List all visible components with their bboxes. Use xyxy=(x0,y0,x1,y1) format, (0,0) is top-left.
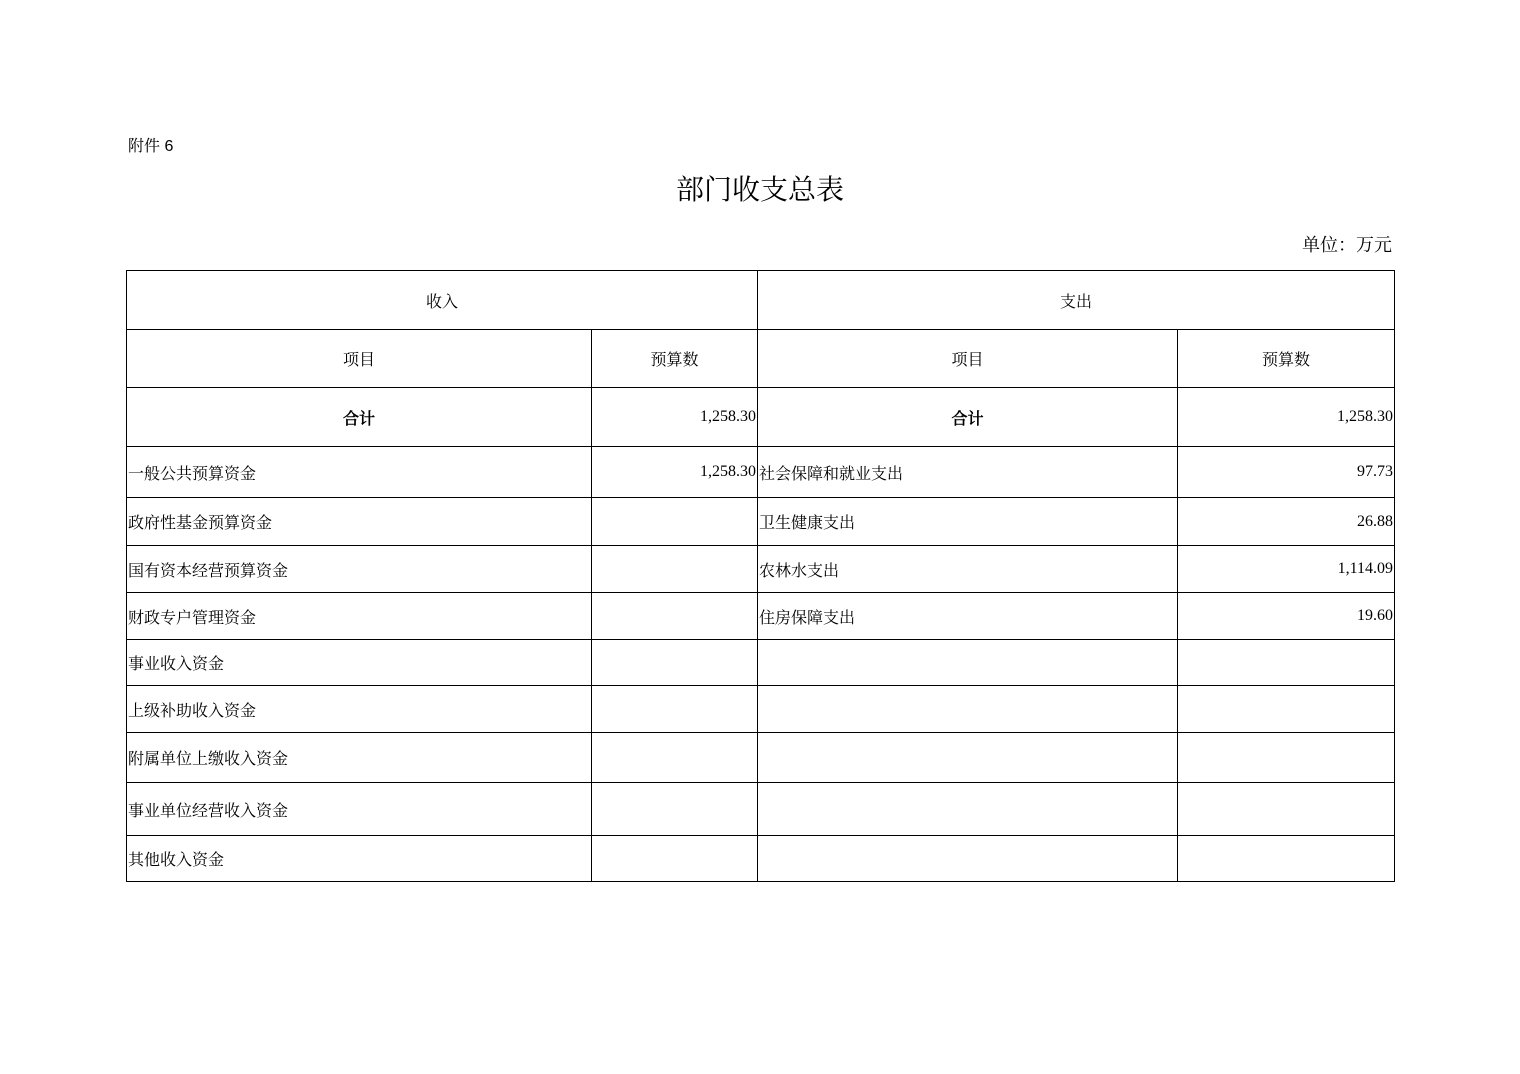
income-item: 政府性基金预算资金 xyxy=(127,498,592,546)
income-value xyxy=(592,783,758,836)
expense-value xyxy=(1178,733,1395,783)
income-total-value: 1,258.30 xyxy=(592,388,758,447)
expense-value xyxy=(1178,640,1395,686)
income-item-column-header: 项目 xyxy=(127,330,592,388)
expense-item xyxy=(758,686,1178,733)
income-item: 附属单位上缴收入资金 xyxy=(127,733,592,783)
income-value xyxy=(592,836,758,882)
income-item: 事业单位经营收入资金 xyxy=(127,783,592,836)
table-row xyxy=(127,836,1395,882)
table-row xyxy=(127,498,1395,546)
income-item: 其他收入资金 xyxy=(127,836,592,882)
column-header-row xyxy=(127,330,1395,388)
table-row xyxy=(127,640,1395,686)
expense-item xyxy=(758,733,1178,783)
total-row xyxy=(127,388,1395,447)
expense-item xyxy=(758,836,1178,882)
expense-item xyxy=(758,640,1178,686)
income-item: 财政专户管理资金 xyxy=(127,593,592,640)
expense-value: 19.60 xyxy=(1178,593,1395,640)
expense-value xyxy=(1178,783,1395,836)
unit-label: 单位：万元 xyxy=(1302,235,1392,255)
table-row xyxy=(127,686,1395,733)
expense-item xyxy=(758,783,1178,836)
expense-item: 卫生健康支出 xyxy=(758,498,1178,546)
income-section-header: 收入 xyxy=(127,271,758,330)
expense-item: 社会保障和就业支出 xyxy=(758,447,1178,498)
income-value xyxy=(592,593,758,640)
income-item: 国有资本经营预算资金 xyxy=(127,546,592,593)
income-value xyxy=(592,686,758,733)
table-row xyxy=(127,593,1395,640)
table-row xyxy=(127,733,1395,783)
budget-table xyxy=(126,270,1395,882)
attachment-label: 附件 6 xyxy=(128,138,174,155)
income-budget-column-header: 预算数 xyxy=(592,330,758,388)
income-value: 1,258.30 xyxy=(592,447,758,498)
expense-value xyxy=(1178,836,1395,882)
income-value xyxy=(592,546,758,593)
income-item: 上级补助收入资金 xyxy=(127,686,592,733)
income-total-label: 合计 xyxy=(127,388,592,447)
income-value xyxy=(592,733,758,783)
expense-item: 住房保障支出 xyxy=(758,593,1178,640)
expense-item: 农林水支出 xyxy=(758,546,1178,593)
income-value xyxy=(592,640,758,686)
table-row xyxy=(127,783,1395,836)
expense-total-value: 1,258.30 xyxy=(1178,388,1395,447)
income-value xyxy=(592,498,758,546)
expense-value: 97.73 xyxy=(1178,447,1395,498)
expense-item-column-header: 项目 xyxy=(758,330,1178,388)
expense-budget-column-header: 预算数 xyxy=(1178,330,1395,388)
section-header-row xyxy=(127,271,1395,330)
income-item: 事业收入资金 xyxy=(127,640,592,686)
income-item: 一般公共预算资金 xyxy=(127,447,592,498)
page-title: 部门收支总表 xyxy=(675,174,844,205)
expense-total-label: 合计 xyxy=(758,388,1178,447)
expense-value: 26.88 xyxy=(1178,498,1395,546)
table-row xyxy=(127,447,1395,498)
expense-section-header: 支出 xyxy=(758,271,1395,330)
table-row xyxy=(127,546,1395,593)
expense-value xyxy=(1178,686,1395,733)
expense-value: 1,114.09 xyxy=(1178,546,1395,593)
